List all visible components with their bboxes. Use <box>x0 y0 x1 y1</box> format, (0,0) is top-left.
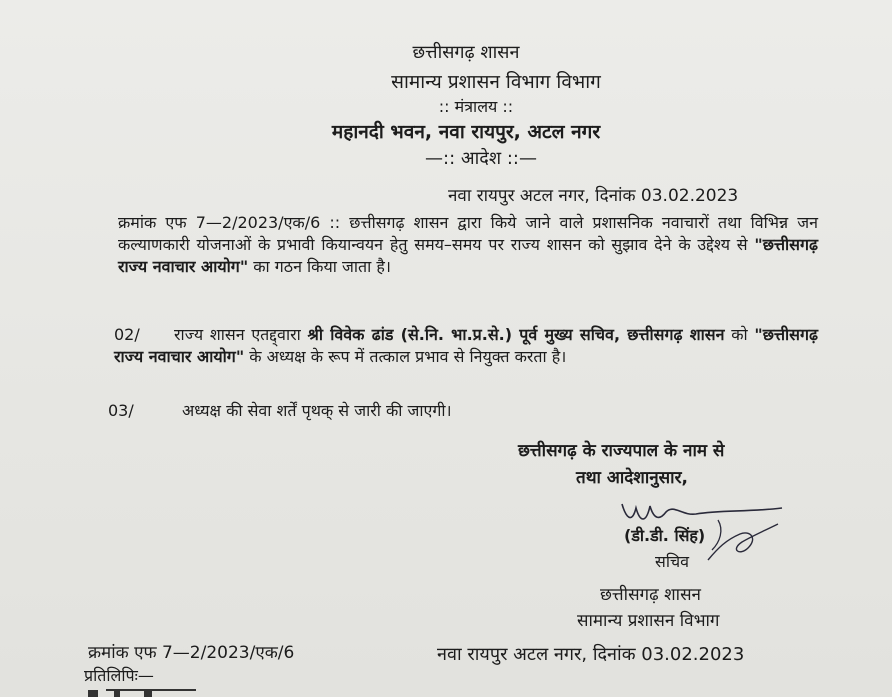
footer-date: नवा रायपुर अटल नगर, दिनांक 03.02.2023 <box>437 644 745 665</box>
header-government: छत्तीसगढ़ शासन <box>412 42 520 63</box>
cut-off-text-line <box>84 688 244 697</box>
paragraph-2-number: 02/ <box>114 325 140 344</box>
paragraph-1-tail: का गठन किया जाता है। <box>248 257 391 276</box>
paragraph-2-text-c: के अध्यक्ष के रूप में तत्काल प्रभाव से नियुक्त करता है। <box>244 347 567 366</box>
paragraph-2-text-a: राज्य शासन एतद्द्वारा <box>174 325 308 344</box>
header-order-title: —:: आदेश ::— <box>425 148 537 169</box>
paragraph-2 <box>114 324 818 368</box>
header-address: महानदी भवन, नवा रायपुर, अटल नगर <box>331 121 601 143</box>
copy-to-label: प्रतिलिपिः— <box>84 666 154 685</box>
signature-authority-line1: छत्तीसगढ़ के राज्यपाल के नाम से <box>518 441 725 461</box>
paragraph-3-text: अध्यक्ष की सेवा शर्तें पृथक् से जारी की जाएगी। <box>182 401 452 420</box>
header-ministry: :: मंत्रालय :: <box>438 97 514 116</box>
commission-name-2: "छत्तीसगढ़ राज्य नवाचार आयोग" <box>114 325 818 366</box>
header-department: सामान्य प्रशासन विभाग विभाग <box>391 71 601 93</box>
paragraph-2-text-b: को <box>724 325 755 344</box>
paragraph-3 <box>108 400 708 422</box>
footer-reference-number: क्रमांक एफ 7—2/2023/एक/6 <box>88 643 295 663</box>
commission-name: "छत्तीसगढ़ राज्य नवाचार आयोग" <box>118 235 818 276</box>
order-date: नवा रायपुर अटल नगर, दिनांक 03.02.2023 <box>448 186 739 206</box>
signatory-designation: सचिव <box>655 552 690 571</box>
signatory-name: (डी.डी. सिंह) <box>624 526 706 545</box>
paragraph-1 <box>118 212 818 278</box>
paragraph-1-text: क्रमांक एफ 7—2/2023/एक/6 :: छत्तीसगढ़ शासन द्वारा किये जाने वाले प्रशासनिक नवाचारों तथा विभिन्न जन कल्याणकारी योजनाओं के प्रभावी कियान्वयन हेतु समय–समय पर राज्य शासन को सुझाव देने के उद्देश्य से <box>118 213 818 254</box>
paragraph-3-number: 03/ <box>108 401 134 420</box>
signatory-government: छत्तीसगढ़ शासन <box>600 585 701 605</box>
signature-authority-line2: तथा आदेशानुसार, <box>576 468 688 488</box>
appointee-name: श्री विवेक ढांड (से.नि. भा.प्र.से.) पूर्व मुख्य सचिव, छत्तीसगढ़ शासन <box>307 325 725 344</box>
signatory-department: सामान्य प्रशासन विभाग <box>577 611 720 631</box>
